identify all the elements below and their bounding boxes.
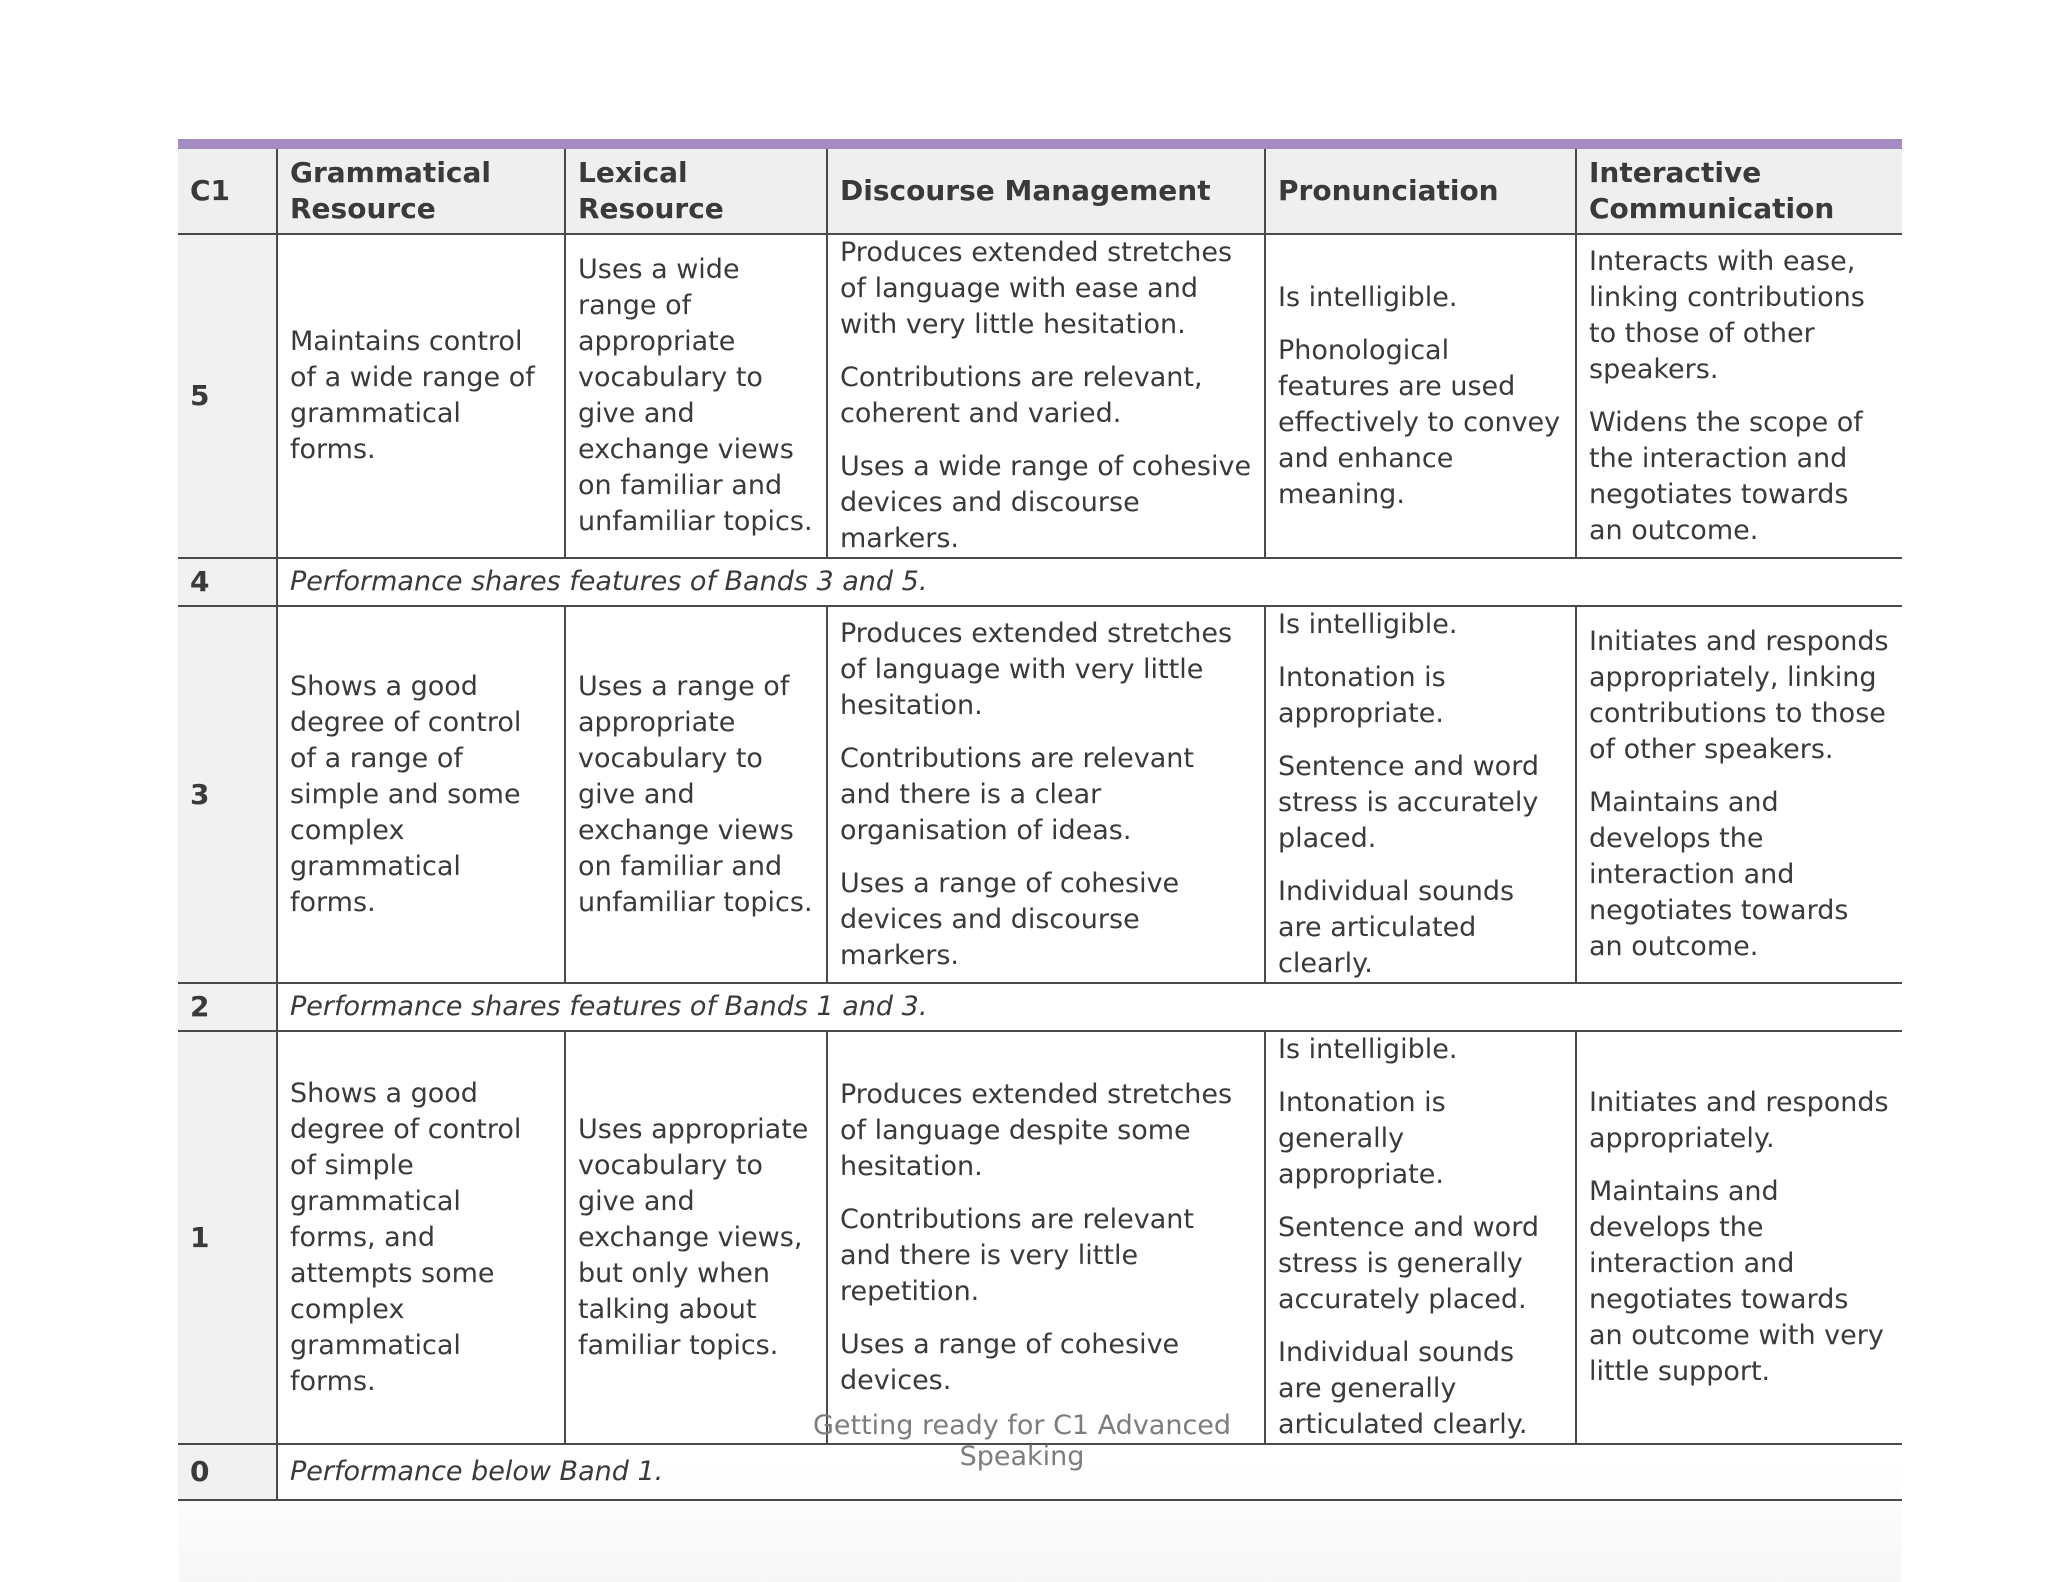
heading-lexical-resource: Lexical Resource (565, 149, 827, 234)
band-number: 2 (178, 983, 277, 1031)
descriptor-paragraph: Initiates and responds appropriately. (1589, 1087, 1889, 1154)
band-3-row (178, 606, 1902, 983)
heading-grammatical-resource: Grammatical Resource (277, 149, 565, 234)
band-2-row (178, 983, 1902, 1031)
shared-features-text: Performance shares features of Bands 1 and 3. (277, 983, 1902, 1031)
descriptor-paragraph: Is intelligible. (1278, 281, 1458, 313)
level-heading: C1 (178, 149, 277, 234)
band-4-row (178, 558, 1902, 606)
descriptor-paragraph: Produces extended stretches of language with very little hesitation. (840, 617, 1233, 721)
descriptor-paragraph: Contributions are relevant, coherent and varied. (840, 362, 1203, 429)
heading-discourse-management: Discourse Management (827, 149, 1265, 234)
descriptor-paragraph: Sentence and word stress is accurately placed. (1278, 751, 1539, 854)
descriptor-paragraph: Intonation is generally appropriate. (1278, 1087, 1446, 1190)
descriptor-paragraph: Uses appropriate vocabulary to give and exchange views, but only when talking about familiar topics. (578, 1113, 809, 1361)
discourse-descriptor (827, 234, 1265, 558)
interactive-descriptor (1576, 606, 1902, 983)
grammatical-descriptor (277, 606, 565, 983)
band-number: 5 (178, 234, 277, 558)
descriptor-paragraph: Maintains and develops the interaction and negotiates towards an outcome with very little support. (1589, 1176, 1884, 1387)
descriptor-paragraph: Uses a wide range of cohesive devices and discourse markers. (840, 451, 1252, 554)
grammatical-descriptor (277, 1031, 565, 1444)
descriptor-paragraph: Individual sounds are generally articulated clearly. (1278, 1337, 1528, 1440)
band-5-row (178, 234, 1902, 558)
band-number: 4 (178, 558, 277, 606)
interactive-descriptor (1576, 234, 1902, 558)
lexical-descriptor (565, 234, 827, 558)
descriptor-paragraph: Uses a range of appropriate vocabulary to give and exchange views on familiar and unfamiliar topics. (578, 670, 813, 918)
pronunciation-descriptor (1265, 606, 1576, 983)
lexical-descriptor (565, 1031, 827, 1444)
band-number: 1 (178, 1031, 277, 1444)
descriptor-paragraph: Is intelligible. (1278, 609, 1458, 640)
descriptor-paragraph: Individual sounds are articulated clearly. (1278, 876, 1515, 979)
descriptor-paragraph: Uses a range of cohesive devices. (840, 1328, 1180, 1396)
descriptor-paragraph: Produces extended stretches of language despite some hesitation. (840, 1078, 1233, 1182)
band-number: 0 (178, 1444, 277, 1500)
discourse-descriptor (827, 1031, 1265, 1444)
descriptor-paragraph: Maintains and develops the interaction and negotiates towards an outcome. (1589, 787, 1849, 962)
descriptor-paragraph: Uses a range of cohesive devices and discourse markers. (840, 867, 1180, 971)
descriptor-paragraph: Contributions are relevant and there is very little repetition. (840, 1203, 1194, 1307)
descriptor-paragraph: Maintains control of a wide range of grammatical forms. (290, 326, 535, 465)
pronunciation-descriptor (1265, 1031, 1576, 1444)
grammatical-descriptor (277, 234, 565, 558)
page-footer: Getting ready for C1 Advanced Speaking (812, 1410, 1232, 1472)
discourse-descriptor (827, 606, 1265, 983)
descriptor-paragraph: Initiates and responds appropriately, linking contributions to those of other speakers. (1589, 626, 1889, 765)
descriptor-paragraph: Phonological features are used effectively to convey and enhance meaning. (1278, 334, 1561, 510)
shared-features-text: Performance shares features of Bands 3 and 5. (277, 558, 1902, 606)
descriptor-paragraph: Intonation is appropriate. (1278, 662, 1446, 729)
band-1-row (178, 1031, 1902, 1444)
descriptor-paragraph: Uses a wide range of appropriate vocabulary to give and exchange views on familiar and unfamiliar topics. (578, 254, 813, 537)
descriptor-paragraph: Contributions are relevant and there is a clear organisation of ideas. (840, 742, 1194, 846)
descriptor-paragraph: Produces extended stretches of language with ease and with very little hesitation. (840, 237, 1233, 340)
heading-interactive-communication: Interactive Communication (1576, 149, 1902, 234)
shared-features-text: Performance below Band 1. (277, 1444, 1902, 1500)
pronunciation-descriptor (1265, 234, 1576, 558)
interactive-descriptor (1576, 1031, 1902, 1444)
descriptor-paragraph: Is intelligible. (1278, 1034, 1458, 1065)
lexical-descriptor (565, 606, 827, 983)
header-row (178, 149, 1902, 234)
assessment-rubric-table (178, 149, 1902, 1501)
table-accent-bar (178, 139, 1902, 149)
heading-pronunciation: Pronunciation (1265, 149, 1576, 234)
band-number: 3 (178, 606, 277, 983)
descriptor-paragraph: Shows a good degree of control of a range of simple and some complex grammatical forms. (290, 670, 522, 918)
descriptor-paragraph: Shows a good degree of control of simple grammatical forms, and attempts some complex grammatical forms. (290, 1077, 522, 1397)
descriptor-paragraph: Interacts with ease, linking contributions to those of other speakers. (1589, 245, 1865, 385)
descriptor-paragraph: Widens the scope of the interaction and negotiates towards an outcome. (1589, 406, 1863, 546)
descriptor-paragraph: Sentence and word stress is generally accurately placed. (1278, 1212, 1539, 1315)
